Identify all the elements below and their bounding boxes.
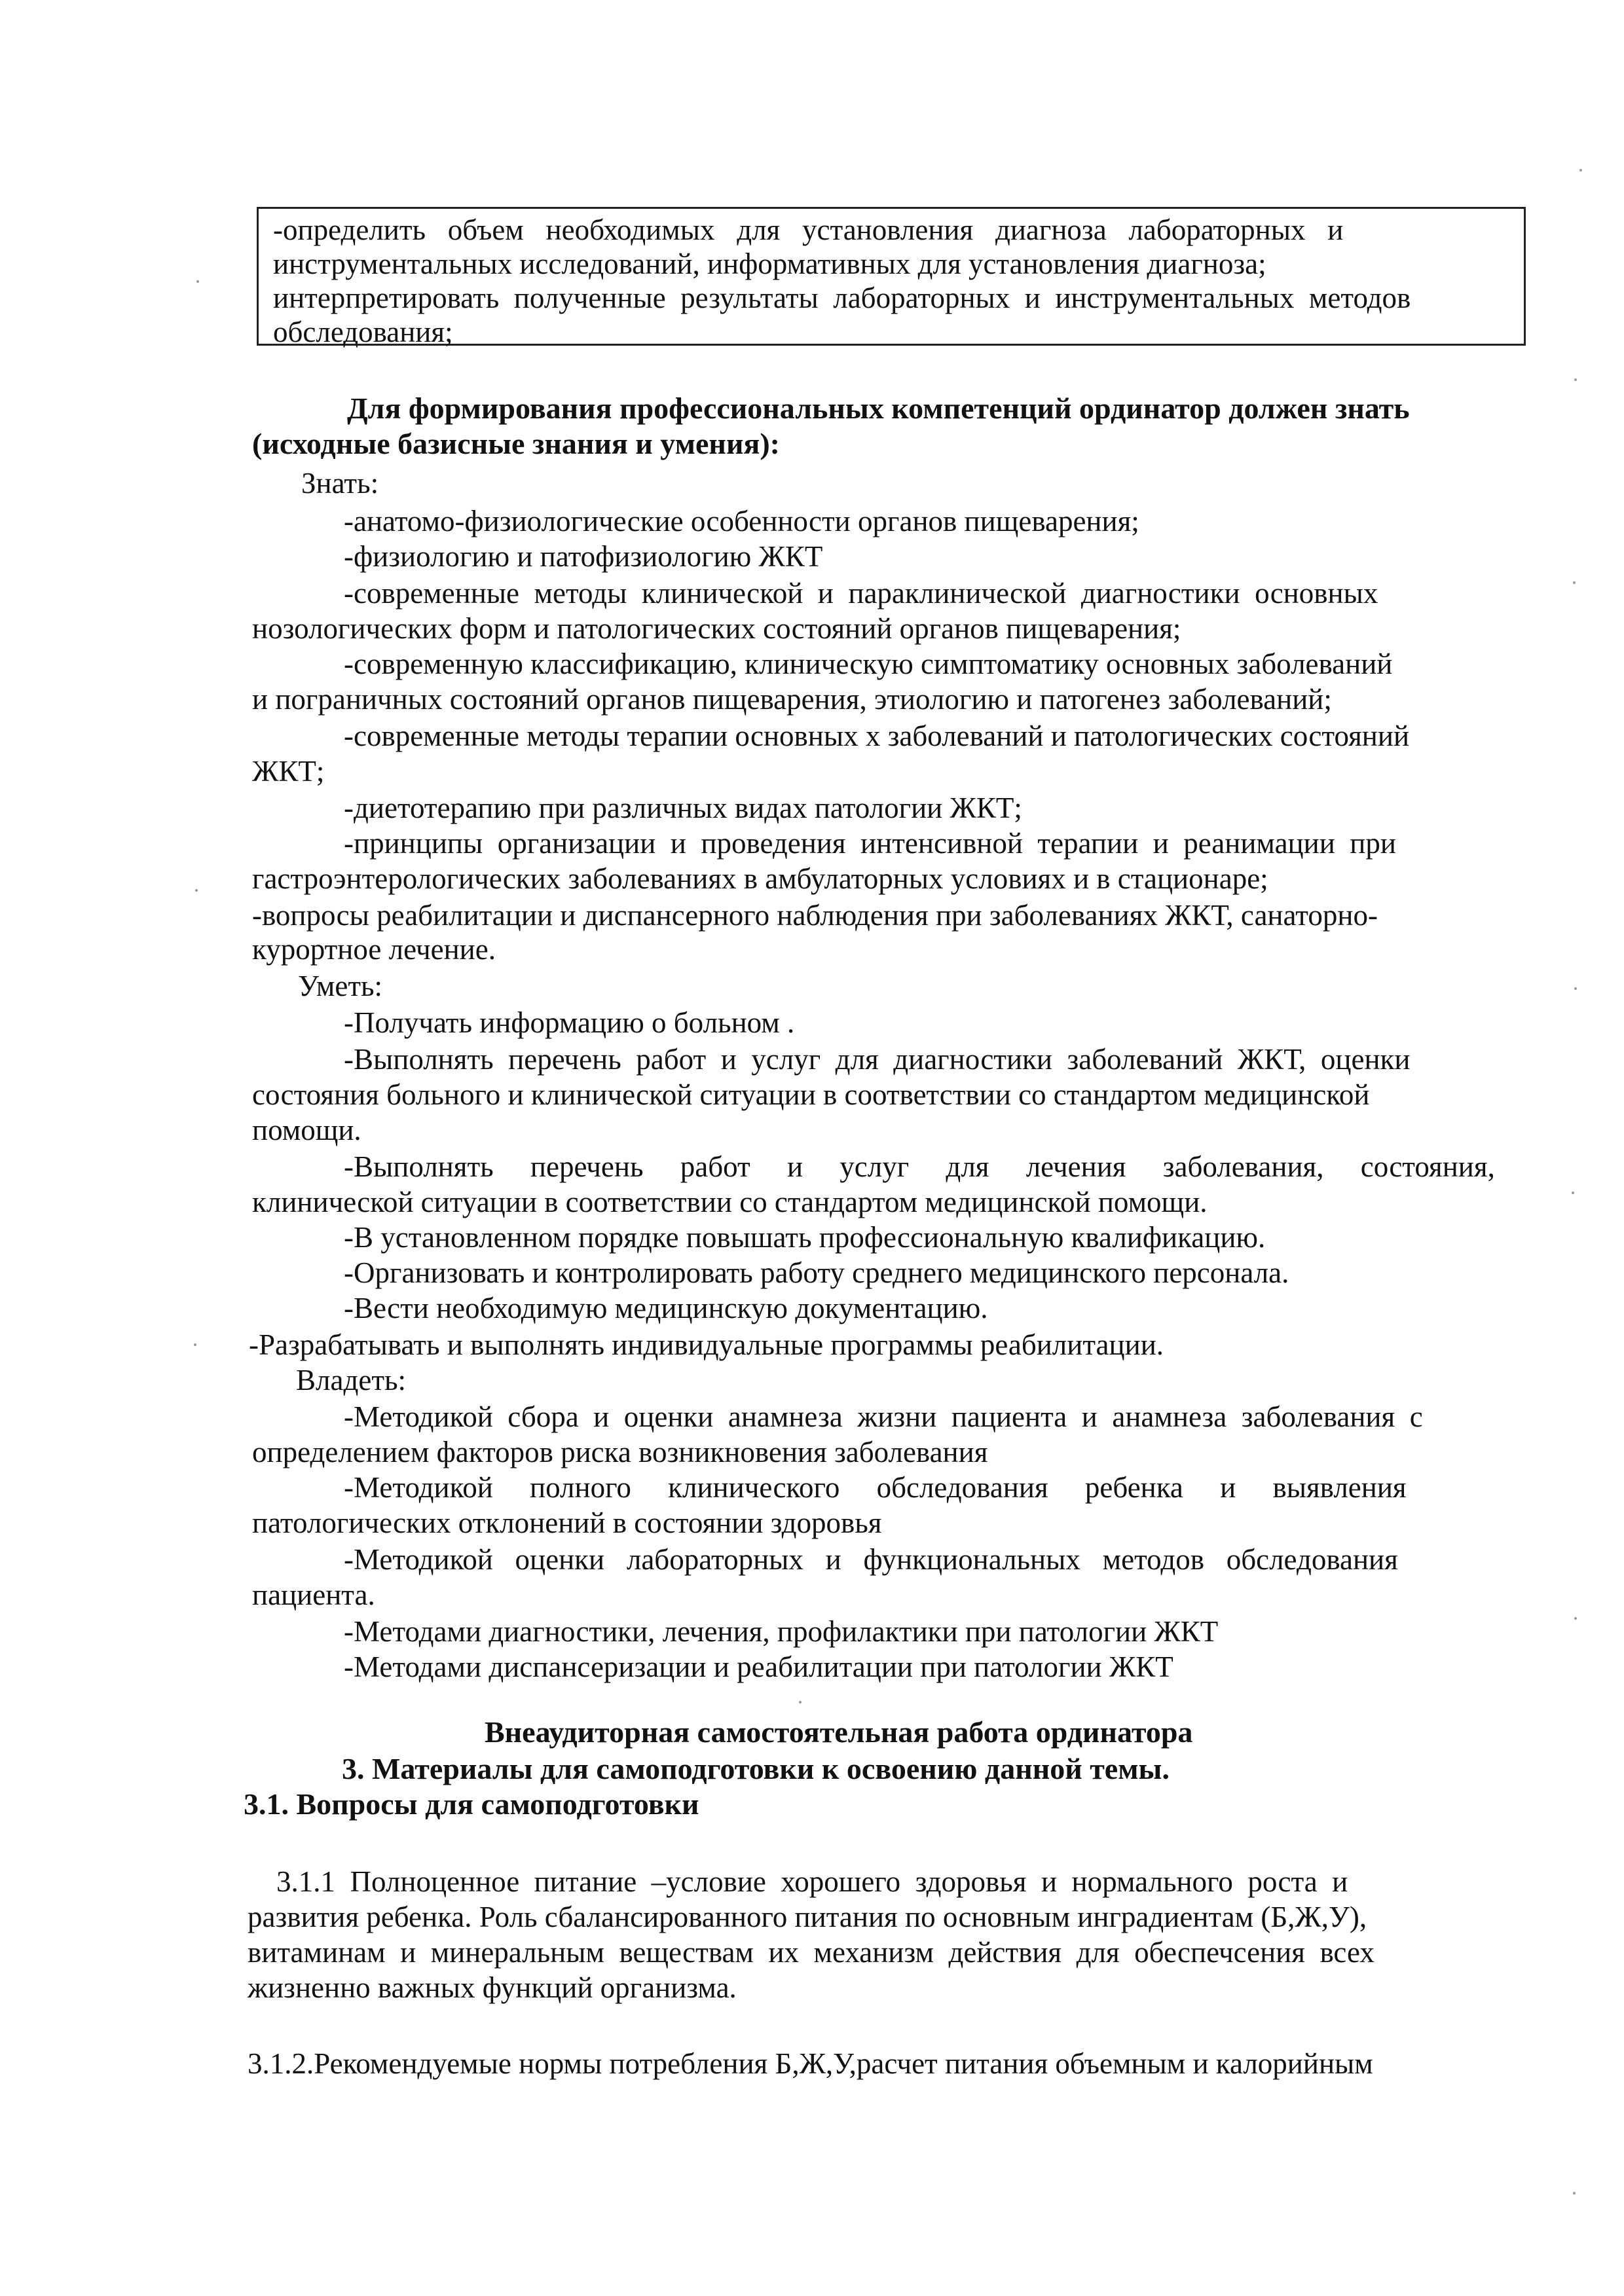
know-item: ЖКТ;: [252, 755, 325, 788]
box-line-1: -определить объем необходимых для установления диагноза лабораторных и: [273, 213, 1344, 246]
scan-speck: [1574, 378, 1577, 381]
scan-speck: [194, 1343, 196, 1346]
can-item: клинической ситуации в соответствии со стандартом медицинской помощи.: [252, 1186, 1208, 1218]
scan-speck: [195, 889, 198, 892]
know-item: -современные методы терапии основных х заболеваний и патологических состояний: [344, 720, 1410, 752]
own-item: -Методикой полного клинического обследования ребенка и выявления: [344, 1471, 1407, 1504]
box-line-4: обследования;: [273, 316, 453, 348]
know-item: -современную классификацию, клиническую симптоматику основных заболеваний: [344, 647, 1393, 680]
heading-line-1: Для формирования профессиональных компетенций ординатор должен знать: [347, 392, 1410, 425]
know-item: курортное лечение.: [252, 933, 496, 966]
heading-line-2: (исходные базисные знания и умения):: [252, 427, 780, 460]
own-item: -Методами диагностики, лечения, профилактики при патологии ЖКТ: [344, 1615, 1219, 1648]
q-3-1-1-line: витаминам и минеральным веществам их механизм действия для обеспечсения всех: [248, 1936, 1375, 1969]
section-title: Внеаудиторная самостоятельная работа ординатора: [485, 1715, 1193, 1749]
section-subtitle: 3. Материалы для самоподготовки к освоению данной темы.: [342, 1752, 1170, 1785]
can-item: состояния больного и клинической ситуации в соответствии со стандартом медицинской: [252, 1078, 1370, 1111]
can-item: -В установленном порядке повышать профессиональную квалификацию.: [344, 1221, 1266, 1254]
can-item: -Получать информацию о больном .: [344, 1006, 795, 1039]
scan-speck: [196, 280, 199, 283]
section-3-1-heading: 3.1. Вопросы для самоподготовки: [244, 1787, 699, 1821]
own-item: патологических отклонений в состоянии здоровья: [252, 1506, 882, 1539]
q-3-1-2-line: 3.1.2.Рекомендуемые нормы потребления Б,Ж,У,расчет питания объемным и калорийным: [248, 2047, 1373, 2080]
scan-speck: [1572, 1192, 1574, 1194]
scan-speck: [1573, 2192, 1576, 2195]
boxed-text-block: [257, 207, 1526, 346]
box-line-2: инструментальных исследований, информативных для установления диагноза;: [273, 247, 1266, 280]
q-3-1-1-line: жизненно важных функций организма.: [248, 1971, 737, 2004]
scan-speck: [1573, 581, 1576, 584]
can-item: -Выполнять перечень работ и услуг для диагностики заболеваний ЖКТ, оценки: [344, 1043, 1411, 1076]
know-item: -принципы организации и проведения интенсивной терапии и реанимации при: [344, 827, 1396, 860]
scan-speck: [1574, 1617, 1577, 1620]
own-item: -Методикой оценки лабораторных и функциональных методов обследования: [344, 1543, 1398, 1576]
know-item: -анатомо-физиологические особенности органов пищеварения;: [344, 505, 1139, 538]
own-label: Владеть:: [296, 1364, 407, 1396]
can-item: -Организовать и контролировать работу среднего медицинского персонала.: [344, 1256, 1289, 1289]
know-item: -вопросы реабилитации и диспансерного наблюдения при заболеваниях ЖКТ, санаторно-: [252, 899, 1378, 932]
know-item: нозологических форм и патологических состояний органов пищеварения;: [252, 612, 1181, 645]
q-3-1-1-line: 3.1.1 Полноценное питание –условие хорошего здоровья и нормального роста и: [276, 1865, 1348, 1898]
box-line-3: интерпретировать полученные результаты лабораторных и инструментальных методов: [273, 282, 1411, 314]
scan-speck: [799, 1701, 802, 1704]
own-item: определением факторов риска возникновения заболевания: [252, 1436, 988, 1468]
know-item: -физиологию и патофизиологию ЖКТ: [344, 540, 823, 573]
can-item: -Вести необходимую медицинскую документацию.: [344, 1292, 988, 1324]
know-item: и пограничных состояний органов пищеварения, этиологию и патогенез заболеваний;: [252, 683, 1332, 716]
know-item: гастроэнтерологических заболеваниях в амбулаторных условиях и в стационаре;: [252, 862, 1268, 895]
scan-speck: [1579, 169, 1582, 172]
know-item: -диетотерапию при различных видах патологии ЖКТ;: [344, 792, 1022, 824]
can-label: Уметь:: [298, 970, 383, 1002]
can-item: помощи.: [252, 1114, 361, 1146]
scan-speck: [1574, 987, 1577, 990]
know-label: Знать:: [301, 467, 379, 500]
own-item: -Методикой сбора и оценки анамнеза жизни пациента и анамнеза заболевания с: [344, 1400, 1423, 1433]
can-item: -Разрабатывать и выполнять индивидуальные программы реабилитации.: [249, 1328, 1164, 1361]
q-3-1-1-line: развития ребенка. Роль сбалансированного питания по основным ингрaдиентам (Б,Ж,У),: [248, 1901, 1367, 1933]
own-item: пациента.: [252, 1578, 375, 1611]
can-item: -Выполнять перечень работ и услуг для лечения заболевания, состояния,: [344, 1150, 1495, 1183]
own-item: -Методами диспансеризации и реабилитации при патологии ЖКТ: [344, 1650, 1173, 1683]
know-item: -современные методы клинической и параклинической диагностики основных: [344, 577, 1378, 610]
